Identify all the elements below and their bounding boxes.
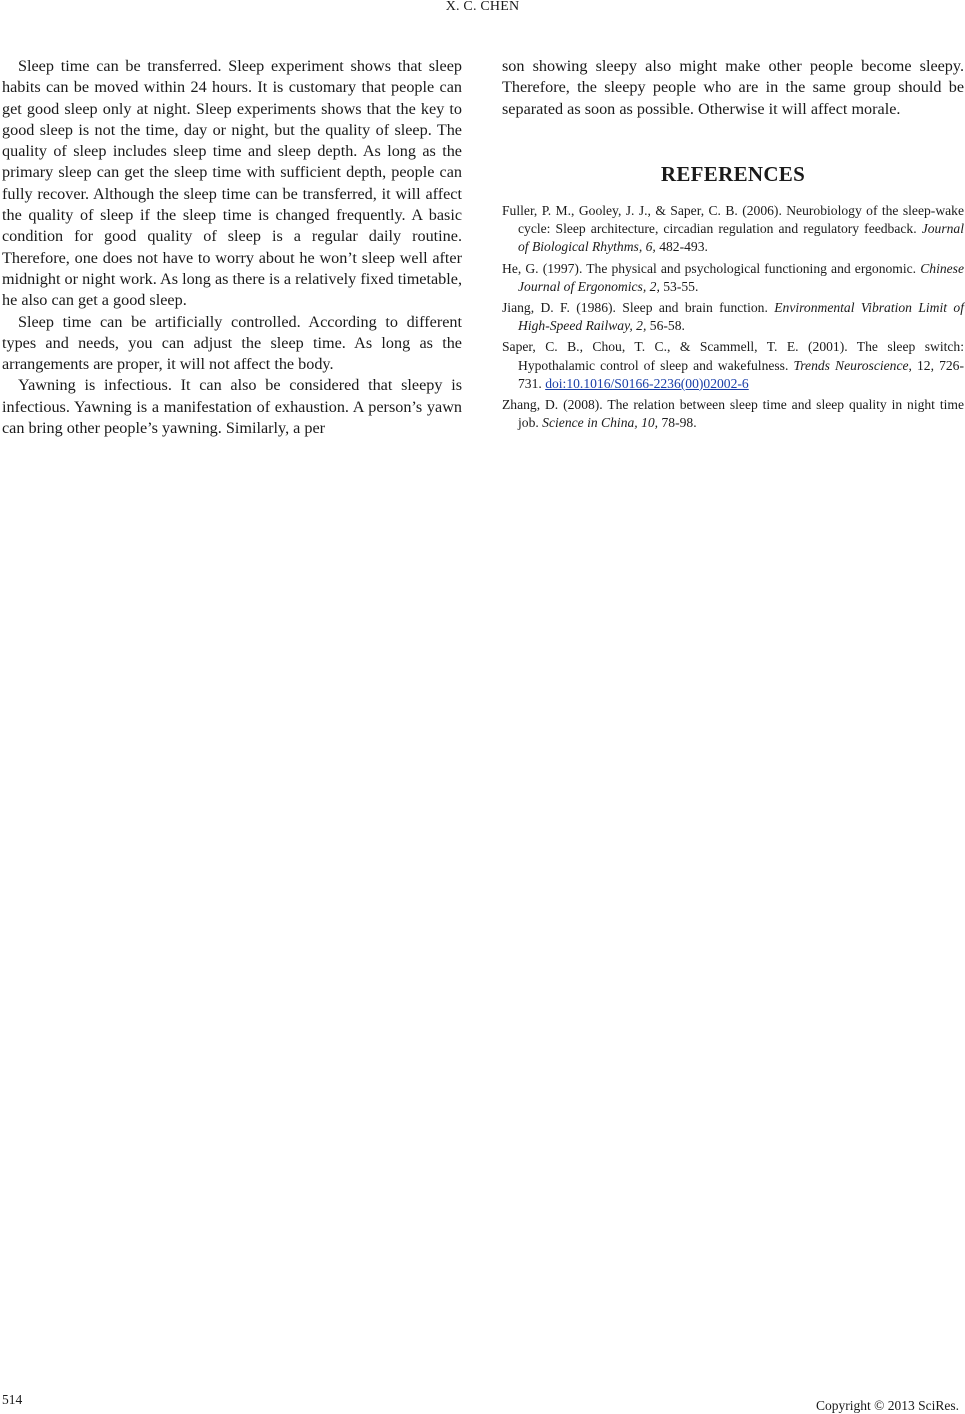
- reference-pages: , 12, 726-731.: [518, 357, 964, 391]
- right-column: [502, 56, 964, 435]
- reference-authors: Saper, C. B., Chou, T. C., & Scammell, T. E. (2001). The sleep switch: Hypothalamic control of sleep and wakefulness.: [502, 339, 964, 373]
- reference-authors: Fuller, P. M., Gooley, J. J., & Saper, C. B. (2006). Neurobiology of the sleep-wake cycle: Sleep architecture, circadian regulation and regulatory feedback.: [502, 202, 964, 237]
- reference-journal: Trends Neuroscience: [793, 357, 909, 373]
- doi-link[interactable]: doi:10.1016/S0166-2236(00)02002-6: [545, 375, 749, 391]
- body-paragraph: Yawning is infectious. It can also be considered that sleepy is infectious. Yawning is a manifestation of exhaustion. A person’s yawn can bring other people’s yawning. Similarly, a per: [2, 376, 462, 438]
- reference-item: [502, 396, 964, 432]
- reference-authors: Zhang, D. (2008). The relation between sleep time and sleep quality in night time job.: [502, 396, 964, 431]
- running-head: X. C. CHEN: [445, 0, 520, 14]
- copyright-notice: Copyright © 2013 SciRes.: [815, 1398, 959, 1413]
- reference-authors: He, G. (1997). The physical and psychological functioning and ergonomic.: [502, 260, 921, 276]
- reference-list: [502, 202, 964, 432]
- reference-authors: Jiang, D. F. (1986). Sleep and brain function.: [502, 299, 775, 315]
- reference-pages: 56-58.: [646, 318, 685, 334]
- left-column: [2, 56, 462, 439]
- reference-pages: 78-98.: [658, 415, 697, 431]
- reference-item: [502, 202, 964, 257]
- reference-journal: Science in China, 10,: [542, 415, 659, 431]
- reference-item: [502, 299, 964, 335]
- reference-journal: Journal of Biological Rhythms, 6,: [518, 221, 964, 255]
- body-paragraph: Sleep time can be transferred. Sleep experiment shows that sleep habits can be moved within 24 hours. It is customary that people can get good sleep only at night. Sleep experiments shows that the key to good sleep is not the time, day or night, but the quality of sleep. The quality of sleep includes sleep time and sleep depth. As long as the primary sleep can get the sleep time with sufficient depth, people can fully recover. Although the sleep time can be transferred, it will affect the quality of sleep if the sleep time is changed frequently. A basic condition for good quality of sleep is a regular daily routine. Therefore, one does not have to worry about he won’t sleep well after midnight or night work. As long as there is a relatively fixed timetable, he also can get a good sleep.: [2, 57, 462, 310]
- reference-journal: Environmental Vibration Limit of High-Speed Railway, 2,: [518, 299, 964, 334]
- body-paragraph: Sleep time can be artificially controlled. According to different types and needs, you can adjust the sleep time. As long as the arrangements are proper, it will not affect the body.: [2, 312, 462, 374]
- body-paragraph-continued: son showing sleepy also might make other people become sleepy. Therefore, the sleepy people who are in the same group should be separated as soon as possible. Otherwise it will affect morale.: [502, 57, 964, 118]
- reference-item: [502, 260, 964, 296]
- page-number: 514: [2, 1392, 23, 1407]
- reference-journal: Chinese Journal of Ergonomics, 2,: [518, 260, 964, 294]
- reference-pages: 53-55.: [659, 278, 699, 294]
- reference-pages: 482-493.: [655, 239, 708, 255]
- references-heading: REFERENCES: [660, 161, 806, 186]
- reference-item: [502, 338, 964, 393]
